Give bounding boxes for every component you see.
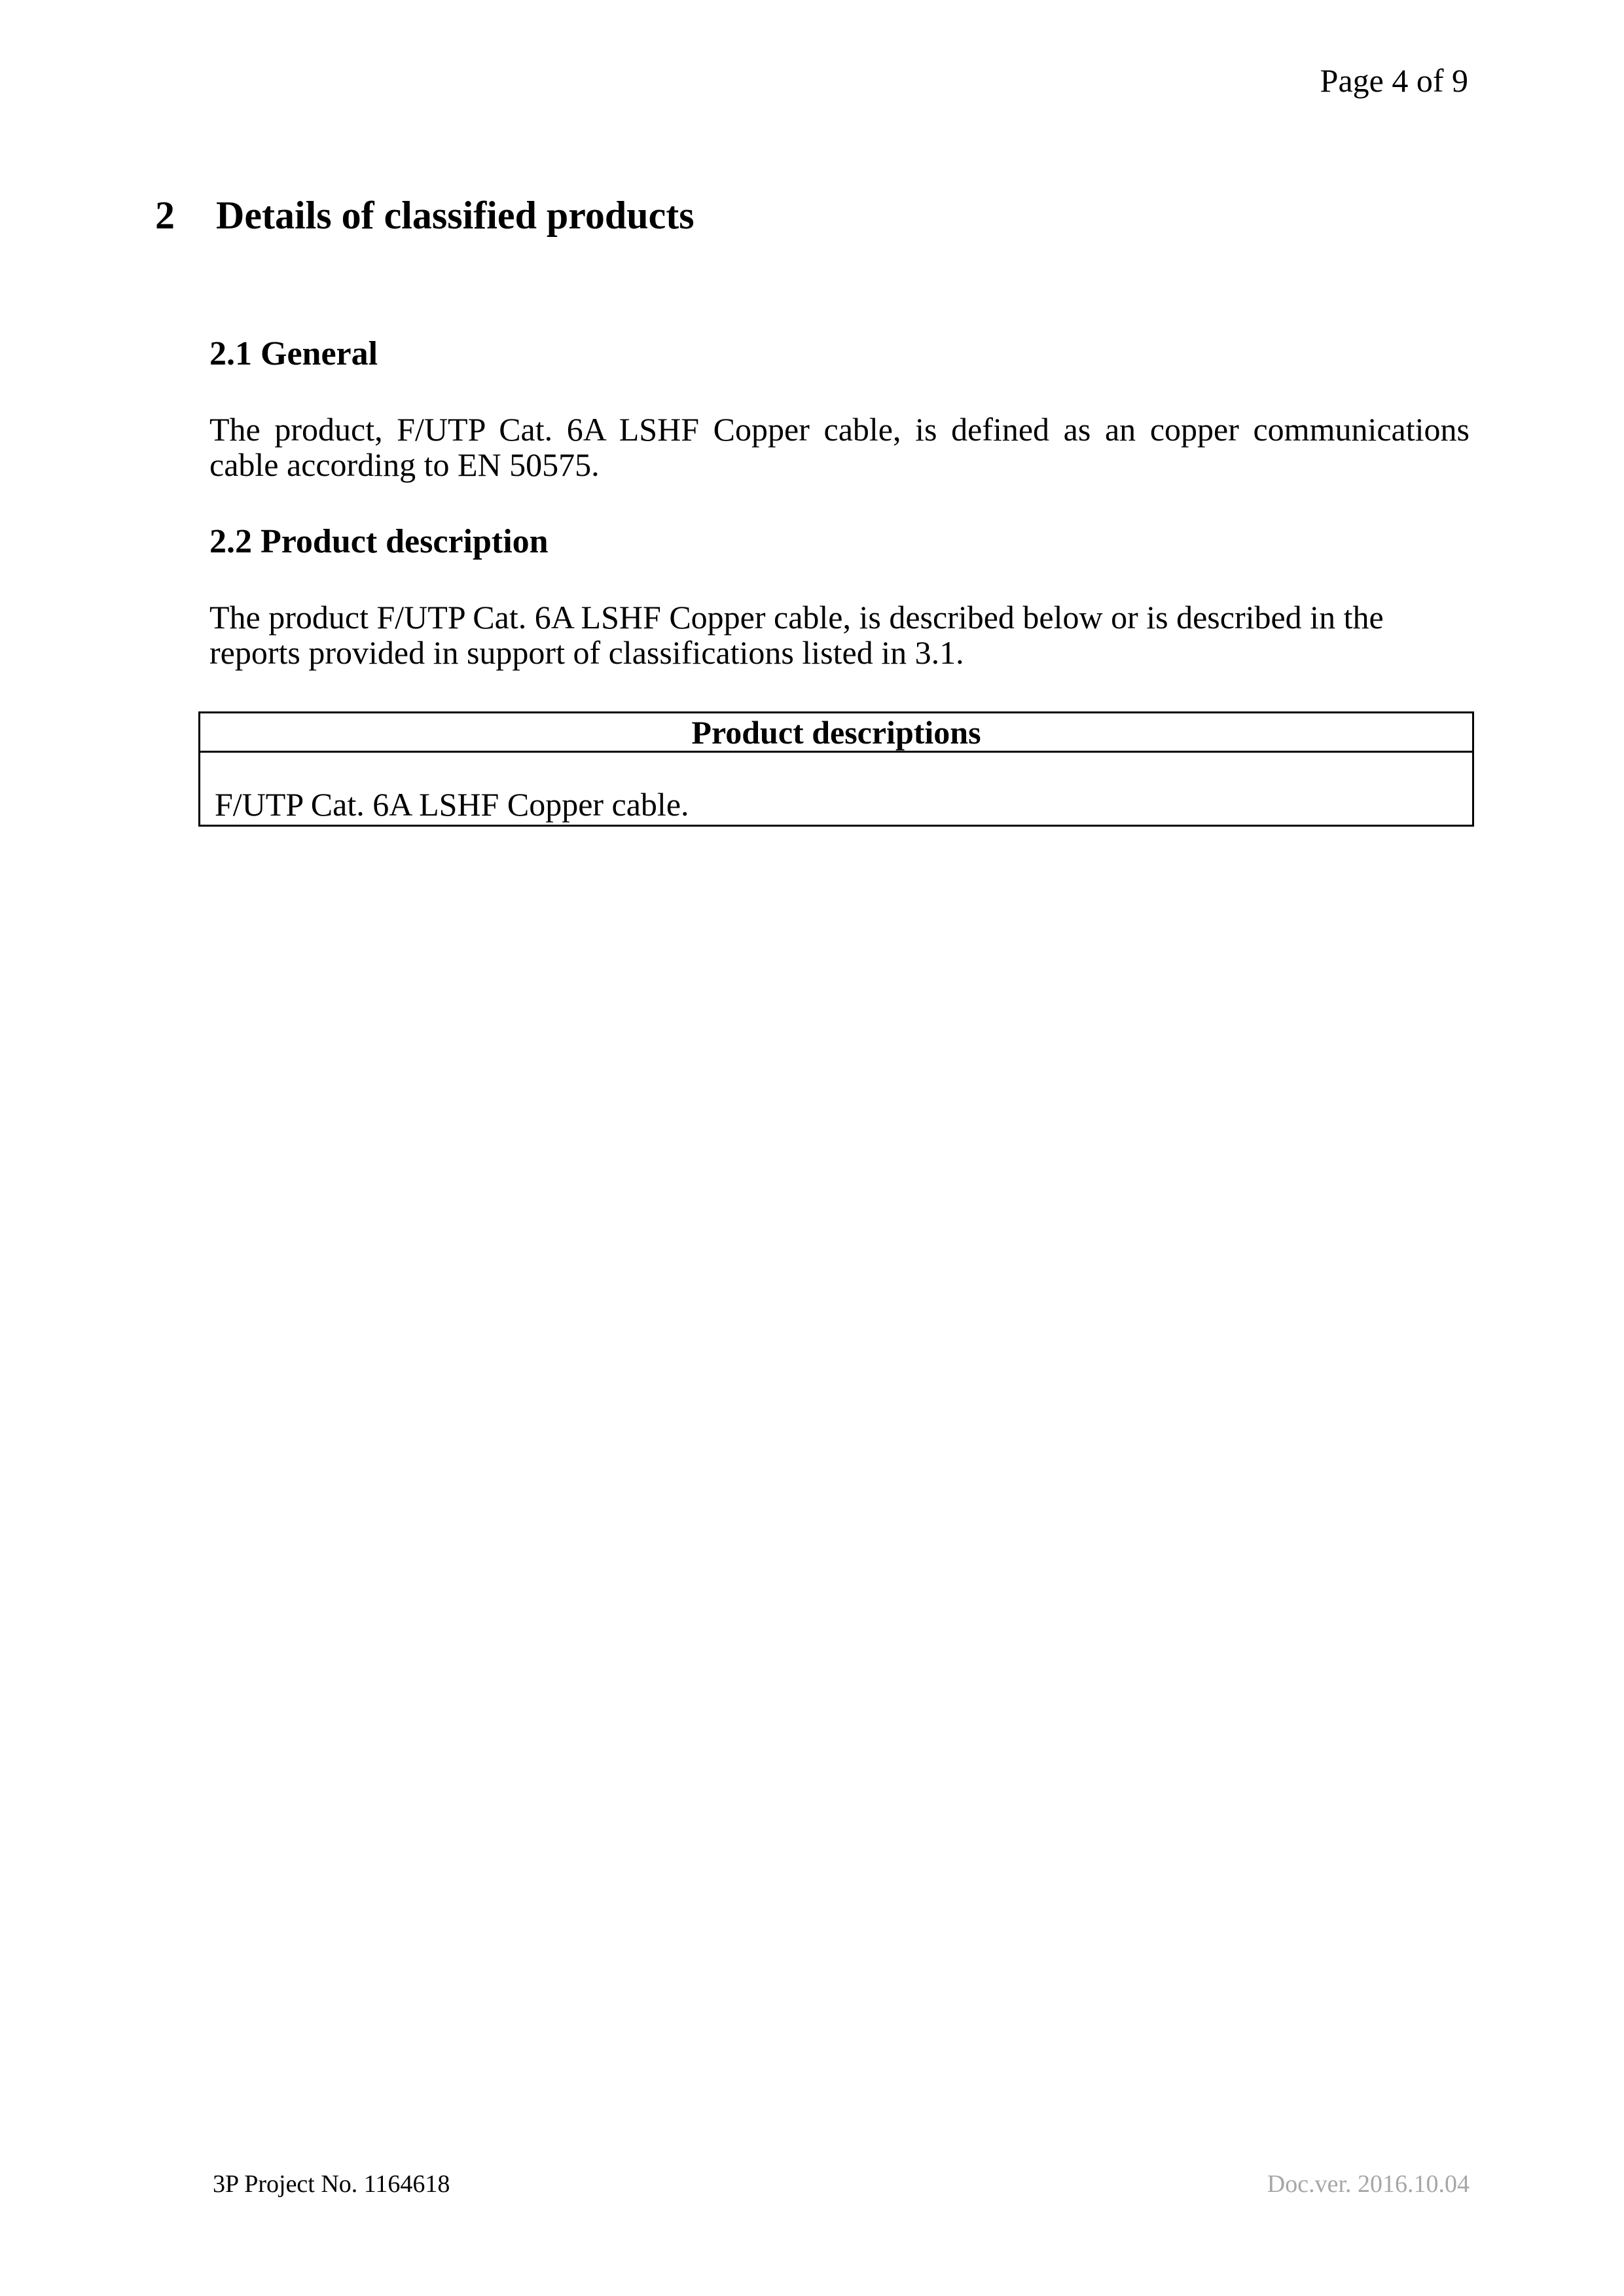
paragraph-product-line-1: The product F/UTP Cat. 6A LSHF Copper cable, is described below or is described in the <box>209 599 1384 636</box>
paragraph-general <box>209 412 1470 482</box>
footer-project-number: 3P Project No. 1164618 <box>213 2170 450 2198</box>
paragraph-general-line-1: The product, F/UTP Cat. 6A LSHF Copper cable, is defined as an copper communications <box>209 411 1470 448</box>
table-row: F/UTP Cat. 6A LSHF Copper cable. <box>215 786 689 823</box>
product-descriptions-table <box>198 711 1474 827</box>
section-heading-title: Details of classified products <box>216 194 695 237</box>
paragraph-general-line-2: cable according to EN 50575. <box>209 446 600 483</box>
footer-doc-version: Doc.ver. 2016.10.04 <box>1267 2170 1470 2198</box>
table-header-cell: Product descriptions <box>200 713 1472 753</box>
paragraph-product-description <box>209 600 1470 670</box>
subsection-heading-2-1: 2.1 General <box>209 335 378 372</box>
paragraph-product-line-2: reports provided in support of classifications listed in 3.1. <box>209 634 964 671</box>
section-heading-2 <box>155 196 695 235</box>
section-heading-number: 2 <box>155 194 175 237</box>
page-number-label: Page 4 of 9 <box>1320 62 1468 99</box>
subsection-heading-2-2: 2.2 Product description <box>209 523 549 560</box>
